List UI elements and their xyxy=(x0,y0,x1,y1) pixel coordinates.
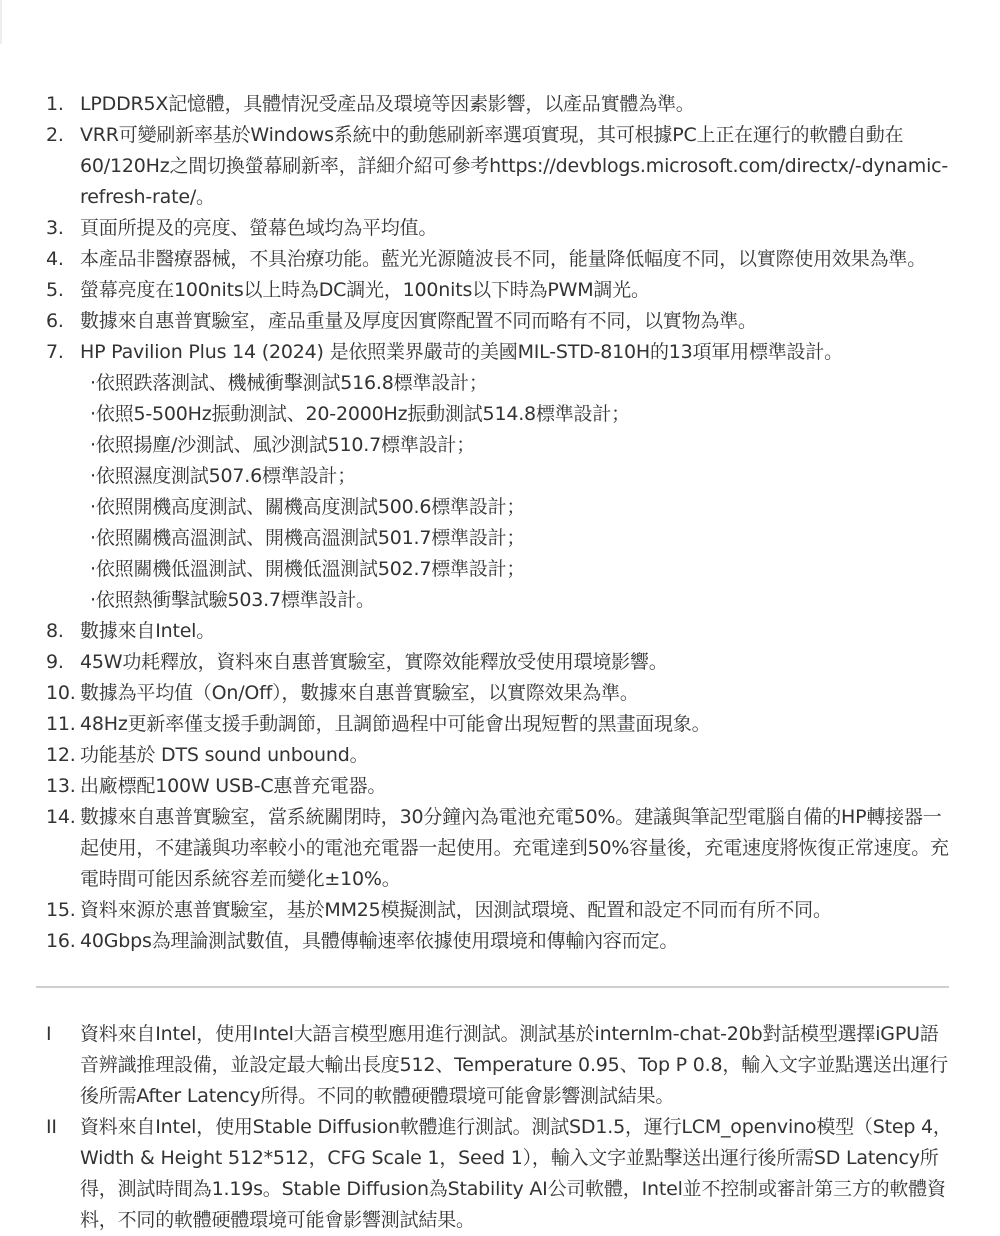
footnote-number: 13. xyxy=(46,775,76,797)
footnote-number: 2. xyxy=(46,124,64,146)
footnote-number: 3. xyxy=(46,217,64,239)
footnote-text: 數據為平均值（On/Off），數據來自惠普實驗室，以實際效果為準。 xyxy=(80,682,639,704)
footnote-text: LPDDR5X記憶體，具體情況受產品及環境等因素影響，以產品實體為準。 xyxy=(80,93,695,115)
footnote-item xyxy=(46,895,956,926)
footnote-item xyxy=(46,1112,956,1236)
standard-subitem: ·依照5-500Hz振動測試、20-2000Hz振動測試514.8標準設計； xyxy=(90,403,630,425)
footnote-number: 1. xyxy=(46,93,64,115)
footnote-text: 資料來自Intel，使用Stable Diffusion軟體進行測試。測試SD1.5，運行LCM_openvino模型（Step 4，Width & Height 512*512，CFG Scale 1，Seed 1），輸入文字並點擊送出運行後所需SD Latency所得，測試時間為1.19s。Stable Diffusion為Stability AI公司軟體，Intel並不控制或審計第三方的軟體資料，不同的軟體硬體環境可能會影響測試結果。 xyxy=(80,1116,952,1231)
footnote-text: 數據來自Intel。 xyxy=(80,620,216,642)
footnote-text: VRR可變刷新率基於Windows系統中的動態刷新率選項實現，其可根據PC上正在運行的軟體自動在60/120Hz之間切換螢幕刷新率，詳細介紹可參考https://devblogs.microsoft.com/directx/-dynamic-refresh-rate/。 xyxy=(80,124,949,208)
footnote-text: 數據來自惠普實驗室，產品重量及厚度因實際配置不同而略有不同，以實物為準。 xyxy=(80,310,757,332)
footnote-item xyxy=(46,616,956,647)
footnote-item xyxy=(46,337,956,616)
footnote-item xyxy=(46,275,956,306)
standard-subitem: ·依照開機高度測試、關機高度測試500.6標準設計； xyxy=(90,496,526,518)
footnote-text: 出廠標配100W USB-C惠普充電器。 xyxy=(80,775,387,797)
intel-footnotes-list xyxy=(46,1019,956,1236)
footnote-number: II xyxy=(46,1116,57,1138)
footnote-number: 11. xyxy=(46,713,76,735)
footnote-number: 9. xyxy=(46,651,64,673)
footnote-number: 12. xyxy=(46,744,76,766)
footnote-item xyxy=(46,802,956,895)
footnote-item xyxy=(46,771,956,802)
footnote-text: 螢幕亮度在100nits以上時為DC調光，100nits以下時為PWM調光。 xyxy=(80,279,650,301)
standard-subitem: ·依照熱衝擊試驗503.7標準設計。 xyxy=(90,589,375,611)
footnote-text: HP Pavilion Plus 14 (2024) 是依照業界嚴苛的美國MIL-STD-810H的13項軍用標準設計。 xyxy=(80,341,843,363)
footnote-item xyxy=(46,213,956,244)
footnote-number: 16. xyxy=(46,930,76,952)
footnote-item xyxy=(46,306,956,337)
footnote-item xyxy=(46,244,956,275)
standard-subitem: ·依照關機低溫測試、開機低溫測試502.7標準設計； xyxy=(90,558,526,580)
footnote-item xyxy=(46,678,956,709)
footnote-text: 40Gbps為理論測試數值，具體傳輸速率依據使用環境和傳輸內容而定。 xyxy=(80,930,679,952)
standard-subitem: ·依照揚塵/沙測試、風沙測試510.7標準設計； xyxy=(90,434,476,456)
footnote-item xyxy=(46,89,956,120)
footnote-number: 5. xyxy=(46,279,64,301)
footnote-item xyxy=(46,926,956,957)
footnote-number: 6. xyxy=(46,310,64,332)
footnote-text: 48Hz更新率僅支援手動調節，且調節過程中可能會出現短暫的黑畫面現象。 xyxy=(80,713,711,735)
standard-subitem: ·依照濕度測試507.6標準設計； xyxy=(90,465,357,487)
footnote-text: 頁面所提及的亮度、螢幕色域均為平均值。 xyxy=(80,217,438,239)
footnote-number: 10. xyxy=(46,682,76,704)
footnote-number: 4. xyxy=(46,248,64,270)
left-edge-strip xyxy=(0,0,2,44)
footnote-item xyxy=(46,709,956,740)
footnote-text: 本產品非醫療器械，不具治療功能。藍光光源隨波長不同，能量降低幅度不同，以實際使用效果為準。 xyxy=(80,248,927,270)
footnote-number: 15. xyxy=(46,899,76,921)
footnote-item xyxy=(46,120,956,213)
standard-subitem: ·依照跌落測試、機械衝擊測試516.8標準設計； xyxy=(90,372,488,394)
footnote-text: 資料來源於惠普實驗室，基於MM25模擬測試，因測試環境、配置和設定不同而有所不同。 xyxy=(80,899,832,921)
footnote-number: 8. xyxy=(46,620,64,642)
footnote-number: I xyxy=(46,1023,52,1045)
footnote-item xyxy=(46,740,956,771)
footnote-text: 功能基於 DTS sound unbound。 xyxy=(80,744,369,766)
section-divider xyxy=(36,986,949,988)
footnote-item xyxy=(46,647,956,678)
footnote-text: 數據來自惠普實驗室，當系統關閉時，30分鐘內為電池充電50%。建議與筆記型電腦自備的HP轉接器一起使用，不建議與功率較小的電池充電器一起使用。充電達到50%容量後，充電速度將恢復正常速度。充電時間可能因系統容差而變化±10%。 xyxy=(80,806,949,890)
standard-subitem: ·依照關機高溫測試、開機高溫測試501.7標準設計； xyxy=(90,527,526,549)
footnote-text: 45W功耗釋放，資料來自惠普實驗室，實際效能釋放受使用環境影響。 xyxy=(80,651,668,673)
footnote-item xyxy=(46,1019,956,1112)
footnotes-list xyxy=(46,89,956,957)
footnote-text: 資料來自Intel，使用Intel大語言模型應用進行測試。測試基於internlm-chat-20b對話模型選擇iGPU語音辨識推理設備，並設定最大輸出長度512、Temperature 0.95、Top P 0.8，輸入文字並點選送出運行後所需After Latency所得。不同的軟體硬體環境可能會影響測試結果。 xyxy=(80,1023,948,1107)
footnote-number: 14. xyxy=(46,806,76,828)
footnote-number: 7. xyxy=(46,341,64,363)
